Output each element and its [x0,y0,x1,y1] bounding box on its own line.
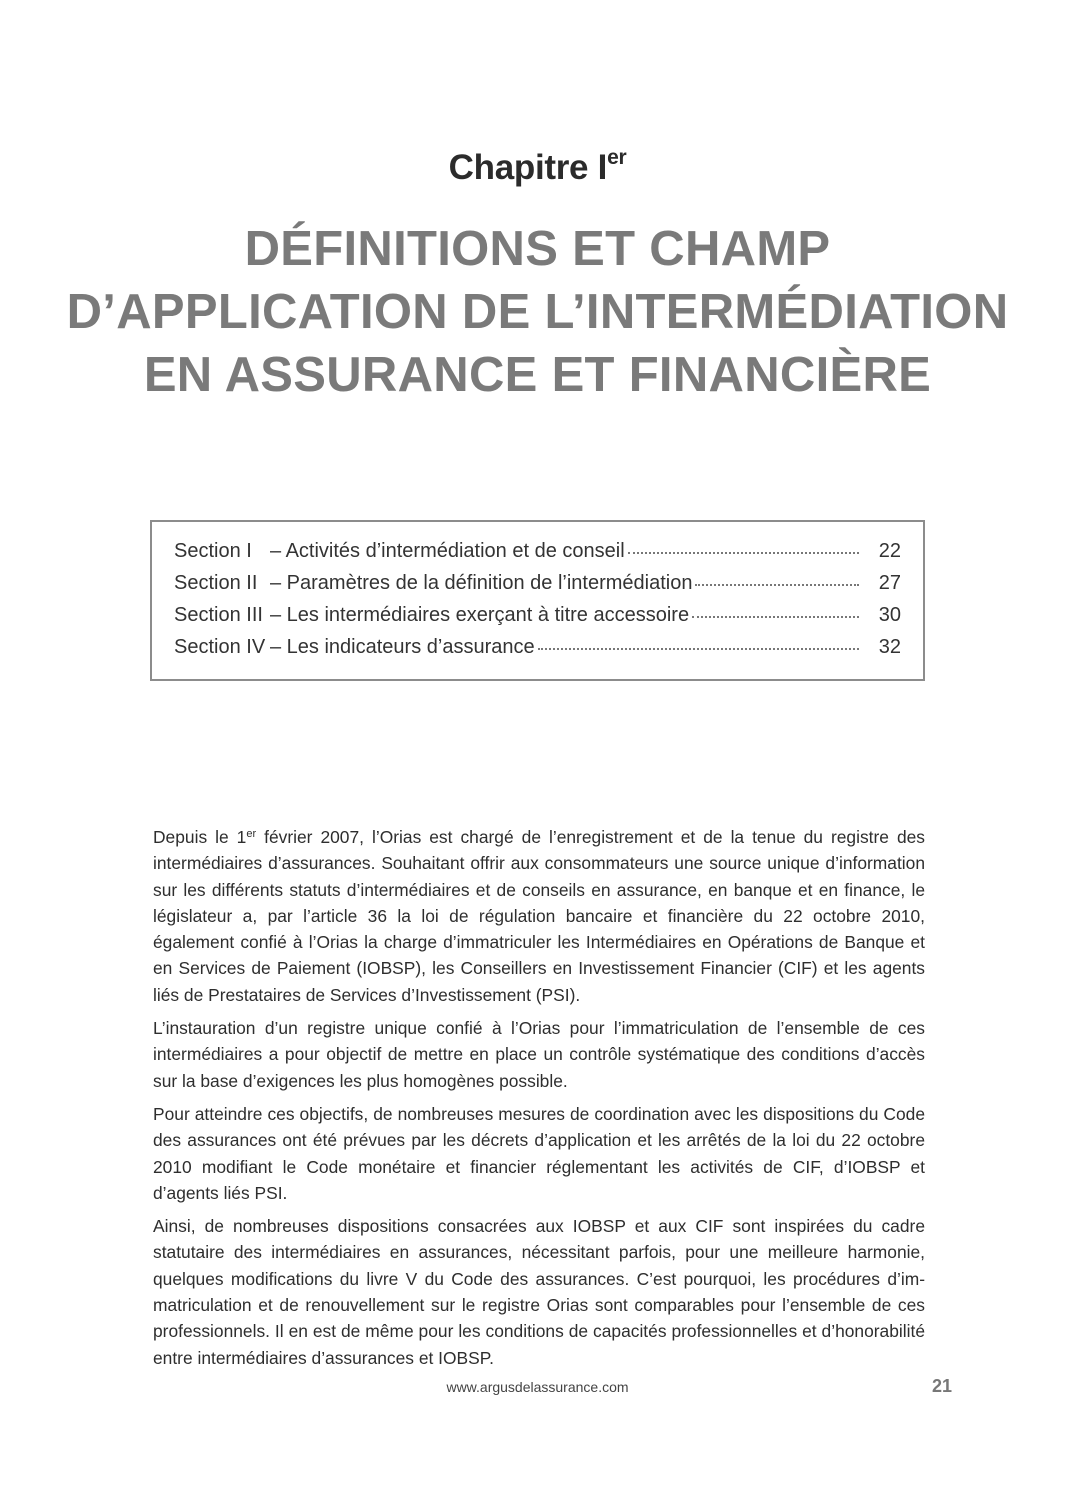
superscript: er [246,828,257,840]
body-paragraph [153,824,925,1008]
body-text [153,824,925,1378]
chapter-title [0,218,1075,407]
toc-dot-leader [692,616,859,618]
toc-page-number: 27 [878,572,901,594]
toc-section-label: Section IV [174,636,266,658]
toc-entry [174,540,901,570]
toc-section-label: Section I [174,540,252,562]
chapter-label-superscript: er [607,146,627,169]
toc-page-number: 22 [878,540,901,562]
toc-page-number: 32 [878,636,901,658]
table-of-contents [150,520,925,681]
toc-dot-leader [628,552,859,554]
chapter-label [0,146,1075,188]
body-paragraph: L’instauration d’un registre unique confié à l’Orias pour l’immatriculation de l’ensemble de ces intermédiaires a pour objectif de mettre en place un contrôle systématique des conditions d’accès sur la base d’exigences les plus homogènes possible. [153,1018,925,1091]
footer-url: www.argusdelassurance.com [446,1379,629,1395]
toc-entry-title: – Les indicateurs d’assurance [270,636,535,658]
chapter-title-line: EN ASSURANCE ET FINANCIÈRE [143,348,932,402]
chapter-title-line: DÉFINITIONS ET CHAMP [244,222,831,276]
toc-dot-leader [538,648,859,650]
toc-entry [174,572,901,602]
toc-section-label: Section III [174,604,263,626]
page-number: 21 [932,1376,953,1396]
toc-dot-leader [695,584,859,586]
chapter-label-text: Chapitre I [448,148,608,187]
body-paragraph: Pour atteindre ces objectifs, de nombreuses mesures de coordination avec les dispositions du Code des assurances ont été prévues par les décrets d’application et les arrêtés de la loi du 22 octobre 2010 modifiant le Code monétaire et financier réglementant les activités de CIF, d’IOBSP et d’agents liés PSI. [153,1103,925,1203]
toc-entry [174,636,901,666]
toc-entry-title: – Paramètres de la définition de l’intermédiation [270,572,693,594]
toc-entry-title: – Activités d’intermédiation et de conseil [270,540,625,562]
paragraph-text: Depuis le 1 [153,827,247,847]
toc-entry-title: – Les intermédiaires exerçant à titre accessoire [270,604,690,626]
paragraph-text: février 2007, l’Orias est chargé de l’enregistrement et de la tenue du registre des intermédiaires d’assurances. Souhaitant offrir aux consommateurs une source unique d’information sur les différents statuts d’intermédiaires et de conseils en assurance, en banque et en finance, le législateur a, par l’article 36 la loi de régulation bancaire et financière du 22 octobre 2010, également confié à l’Orias la charge d’immatriculer les Intermédiaires en Opérations de Banque et en Services de Paiement (IOBSP), les Conseillers en Investissement Financier (CIF) et les agents liés de Prestataires de Services d’Investissement (PSI). [153,827,925,1005]
toc-page-number: 30 [878,604,901,626]
body-paragraph: Ainsi, de nombreuses dispositions consacrées aux IOBSP et aux CIF sont inspirées du cadre statutaire des intermédiaires en assurances, nécessitant parfois, pour une meilleure harmonie, quelques modifications du livre V du Code des assurances. C’est pourquoi, les procédures d’immatriculation et de renouvellement sur le registre Orias sont comparables pour l’ensemble de ces professionnels. Il en est de même pour les conditions de capacités professionnelles et d’honorabilité entre intermédiaires d’assurances et IOBSP. [153,1216,925,1368]
toc-entry [174,604,901,634]
chapter-title-line: D’APPLICATION DE L’INTERMÉDIATION [66,285,1009,339]
toc-section-label: Section II [174,572,258,594]
